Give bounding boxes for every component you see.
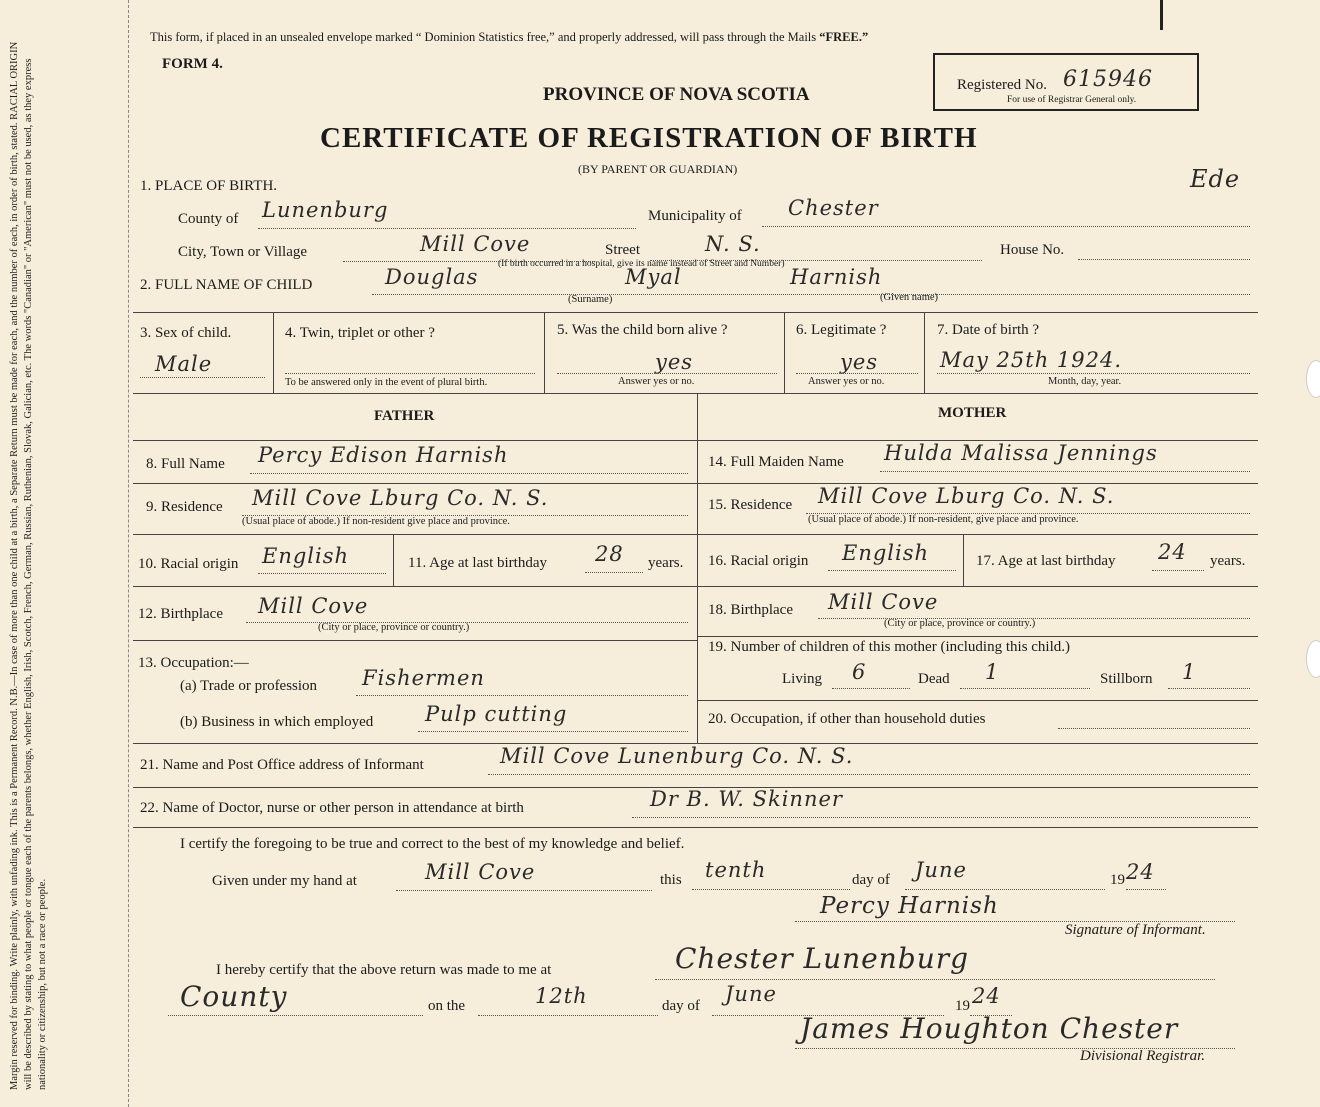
certificate-title: CERTIFICATE OF REGISTRATION OF BIRTH xyxy=(320,122,978,154)
given-name-note: (Given name) xyxy=(880,292,939,303)
corner-mark: Ede xyxy=(1190,165,1241,193)
dob-label: 7. Date of birth ? xyxy=(937,322,1040,338)
mother-age-label: 17. Age at last birthday xyxy=(976,553,1116,569)
alive-label: 5. Was the child born alive ? xyxy=(557,322,728,338)
place-of-birth-heading: 1. PLACE OF BIRTH. xyxy=(140,178,278,194)
legitimate-note: Answer yes or no. xyxy=(808,376,885,387)
registrar-month-value: June xyxy=(725,982,777,1006)
municipality-label: Municipality of xyxy=(648,208,742,224)
father-birthplace-note: (City or place, province or country.) xyxy=(318,622,470,633)
county-value: Lunenburg xyxy=(262,198,389,222)
father-birthplace-label: 12. Birthplace xyxy=(138,606,223,622)
mother-birthplace-value: Mill Cove xyxy=(828,590,939,614)
registrar-year-value: 24 xyxy=(972,984,1001,1008)
alive-note: Answer yes or no. xyxy=(618,376,695,387)
mother-name-label: 14. Full Maiden Name xyxy=(708,454,844,470)
given-year-value: 24 xyxy=(1126,860,1155,884)
living-label: Living xyxy=(782,671,822,687)
punch-hole-top xyxy=(1306,360,1320,398)
informant-label: 21. Name and Post Office address of Informant xyxy=(140,757,424,773)
mail-note-free: “FREE.” xyxy=(819,30,869,44)
father-age-label: 11. Age at last birthday xyxy=(408,555,547,571)
given-month-value: June xyxy=(915,858,967,882)
sex-label: 3. Sex of child. xyxy=(140,325,232,341)
registrar-day-of-label: day of xyxy=(662,998,700,1014)
father-age-value: 28 xyxy=(595,542,624,566)
stillborn-label: Stillborn xyxy=(1100,671,1153,687)
father-trade-label: (a) Trade or profession xyxy=(180,678,318,694)
stillborn-value: 1 xyxy=(1182,660,1197,684)
mother-birthplace-label: 18. Birthplace xyxy=(708,602,793,618)
mail-note-text: This form, if placed in an unsealed envelope marked “ Dominion Statistics free,” and properly addressed, will pass through the Mails xyxy=(150,30,820,44)
given-label: Given under my hand at xyxy=(212,873,357,889)
father-residence-value: Mill Cove Lburg Co. N. S. xyxy=(252,486,549,510)
mother-race-label: 16. Racial origin xyxy=(708,553,809,569)
mother-age-value: 24 xyxy=(1158,540,1187,564)
doctor-label: 22. Name of Doctor, nurse or other person in attendance at birth xyxy=(140,800,524,816)
this-label: this xyxy=(660,872,682,888)
registered-number: 615946 xyxy=(1063,67,1153,92)
father-age-unit: years. xyxy=(648,555,684,571)
dob-note: Month, day, year. xyxy=(1048,376,1122,387)
mother-residence-label: 15. Residence xyxy=(708,497,793,513)
given-day-value: tenth xyxy=(705,858,767,882)
registrar-statement: I hereby certify that the above return was made to me at xyxy=(216,962,552,978)
mother-residence-note: (Usual place of abode.) If non-resident, give place and province. xyxy=(808,514,1079,525)
given-year-prefix: 19 xyxy=(1110,872,1125,888)
punch-hole-bottom xyxy=(1306,640,1320,678)
hospital-note: (If birth occurred in a hospital, give its name instead of Street and Number) xyxy=(498,259,785,269)
child-name-label: 2. FULL NAME OF CHILD xyxy=(140,277,313,293)
registered-box xyxy=(933,53,1199,111)
registrar-county-value: County xyxy=(180,980,288,1013)
province-heading: PROVINCE OF NOVA SCOTIA xyxy=(543,84,810,105)
doctor-value: Dr B. W. Skinner xyxy=(650,787,843,811)
form-number: FORM 4. xyxy=(162,56,223,72)
twin-label: 4. Twin, triplet or other ? xyxy=(285,325,435,341)
house-label: House No. xyxy=(1000,242,1065,258)
mother-heading: MOTHER xyxy=(938,405,1007,421)
father-residence-note: (Usual place of abode.) If non-resident give place and province. xyxy=(242,516,510,527)
father-heading: FATHER xyxy=(374,408,435,424)
father-trade-value: Fishermen xyxy=(362,666,485,690)
child-middle-name: Myal xyxy=(625,265,682,289)
registrar-caption: Divisional Registrar. xyxy=(1080,1048,1206,1064)
street-label: Street xyxy=(605,242,640,258)
city-label: City, Town or Village xyxy=(178,244,308,260)
surname-note: (Surname) xyxy=(568,294,613,305)
father-business-label: (b) Business in which employed xyxy=(180,714,374,730)
given-place-value: Mill Cove xyxy=(425,860,536,884)
city-value: Mill Cove xyxy=(420,232,531,256)
on-the-label: on the xyxy=(428,998,466,1014)
certify-statement: I certify the foregoing to be true and correct to the best of my knowledge and belief. xyxy=(180,836,685,852)
sex-value: Male xyxy=(155,352,213,376)
mother-residence-value: Mill Cove Lburg Co. N. S. xyxy=(818,484,1115,508)
father-name-value: Percy Edison Harnish xyxy=(258,443,509,467)
registrar-place-value: Chester Lunenburg xyxy=(675,942,970,975)
father-birthplace-value: Mill Cove xyxy=(258,594,369,618)
dead-label: Dead xyxy=(918,671,950,687)
twin-note: To be answered only in the event of plural birth. xyxy=(285,377,488,388)
registrar-signature: James Houghton Chester xyxy=(800,1012,1179,1045)
mother-birthplace-note: (City or place, province or country.) xyxy=(884,618,1036,629)
day-of-label: day of xyxy=(852,872,890,888)
informant-signature-caption: Signature of Informant. xyxy=(1065,922,1206,938)
father-residence-label: 9. Residence xyxy=(146,499,223,515)
father-business-value: Pulp cutting xyxy=(425,702,568,726)
municipality-value: Chester xyxy=(788,196,879,220)
father-occupation-label: 13. Occupation:— xyxy=(138,655,249,671)
child-first-name: Douglas xyxy=(385,265,479,289)
binding-margin-rule xyxy=(128,0,129,1107)
legitimate-label: 6. Legitimate ? xyxy=(796,322,887,338)
legitimate-value: yes xyxy=(840,350,879,374)
dob-value: May 25th 1924. xyxy=(940,348,1123,372)
mother-age-unit: years. xyxy=(1210,553,1246,569)
registered-label: Registered No. xyxy=(957,77,1047,93)
mother-children-label: 19. Number of children of this mother (including this child.) xyxy=(708,639,1071,655)
county-label: County of xyxy=(178,211,239,227)
mother-race-value: English xyxy=(842,541,930,565)
alive-value: yes xyxy=(655,350,694,374)
child-surname: Harnish xyxy=(790,265,883,289)
father-race-value: English xyxy=(262,544,350,568)
father-name-label: 8. Full Name xyxy=(146,456,225,472)
certificate-subtitle: (BY PARENT OR GUARDIAN) xyxy=(578,162,738,176)
mother-occupation-label: 20. Occupation, if other than household duties xyxy=(708,711,986,727)
informant-signature: Percy Harnish xyxy=(820,893,999,919)
registrar-note: For use of Registrar General only. xyxy=(1007,95,1137,105)
registrar-day-value: 12th xyxy=(535,984,588,1008)
registrar-year-prefix: 19 xyxy=(955,998,970,1014)
mother-name-value: Hulda Malissa Jennings xyxy=(884,441,1158,465)
dead-value: 1 xyxy=(985,660,1000,684)
street-value: N. S. xyxy=(705,232,761,256)
ink-stroke xyxy=(1160,0,1163,30)
living-value: 6 xyxy=(852,660,867,684)
father-race-label: 10. Racial origin xyxy=(138,556,239,572)
mail-note xyxy=(150,30,868,45)
informant-value: Mill Cove Lunenburg Co. N. S. xyxy=(500,744,854,768)
margin-instructions: Margin reserved for binding. Write plainly, with unfading ink. This is a Permanent Record. N.B.—In case of more than one child at a birth, a Separate Return must be made for each, and the number of each, in order of birth, stated. RACIAL ORIGIN will be described by stating to what people or tongue each of the parents belongs, whether English, Irish, Scotch, French, German, Russian, Ruthenian, Slovak, Galician, etc. The words "Canadian" or "American" must not be used, as they express nationality or citizenship, but not a race or people. xyxy=(9,41,48,1090)
